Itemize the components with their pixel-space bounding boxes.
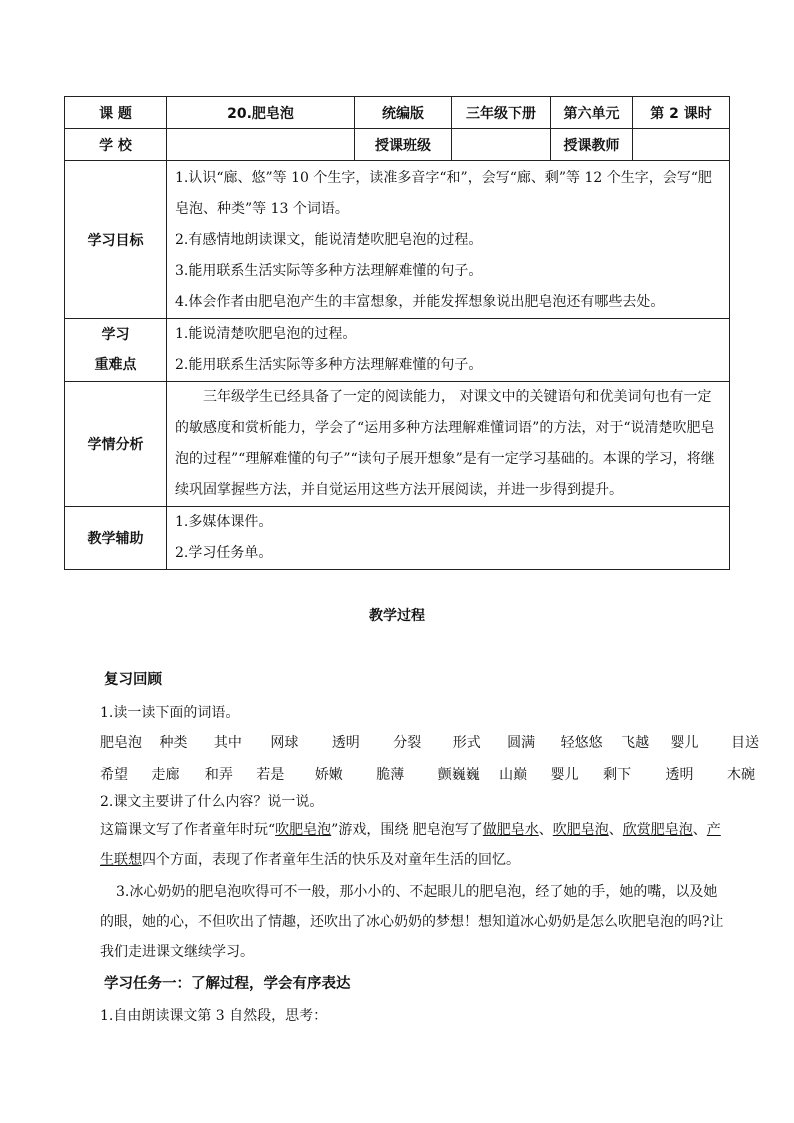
word-item: 透明 bbox=[331, 735, 360, 751]
class-value bbox=[452, 129, 551, 161]
table-row-header bbox=[65, 97, 730, 129]
word-item: 山巅 bbox=[499, 767, 528, 783]
goals-content bbox=[167, 161, 730, 319]
word-item: 希望 bbox=[100, 767, 128, 783]
word-item: 娇嫩 bbox=[314, 767, 343, 783]
word-item: 木碗 bbox=[726, 767, 755, 783]
table-row-key-points bbox=[65, 319, 730, 382]
word-item: 婴儿 bbox=[670, 735, 699, 751]
question-1: 1.读一读下面的词语。 bbox=[100, 705, 240, 721]
analysis-label: 学情分析 bbox=[65, 382, 167, 507]
summary-underline: 吹肥皂泡 bbox=[552, 822, 609, 838]
word-list-row-1 bbox=[100, 732, 759, 752]
process-title: 教学过程 bbox=[369, 608, 425, 624]
word-item: 其中 bbox=[213, 735, 242, 751]
lesson-label: 课 题 bbox=[65, 97, 167, 129]
table-row-aids bbox=[65, 507, 730, 570]
aid-item-2: 2.学习任务单。 bbox=[175, 545, 273, 561]
class-label: 授课班级 bbox=[355, 129, 452, 161]
word-item: 轻悠悠 bbox=[560, 735, 603, 751]
table-row-analysis bbox=[65, 382, 730, 507]
word-item: 若是 bbox=[256, 767, 285, 783]
word-item: 透明 bbox=[665, 767, 694, 783]
review-heading: 复习回顾 bbox=[104, 672, 162, 688]
word-item: 飞越 bbox=[621, 735, 650, 751]
word-item: 婴儿 bbox=[550, 767, 579, 783]
goals-label: 学习目标 bbox=[65, 161, 167, 319]
summary-paragraph bbox=[100, 815, 730, 875]
word-item: 网球 bbox=[270, 735, 299, 751]
key-item-2: 2.能用联系生活实际等多种方法理解难懂的句子。 bbox=[175, 357, 483, 373]
summary-text: 、 bbox=[538, 822, 553, 838]
goal-item-4: 4.体会作者由肥皂泡产生的丰富想象，并能发挥想象说出肥皂泡还有哪些去处。 bbox=[175, 294, 665, 310]
table-row-school bbox=[65, 129, 730, 161]
teacher-value bbox=[633, 129, 730, 161]
analysis-content: 三年级学生已经具备了一定的阅读能力， 对课文中的关键语句和优美词句也有一定的敏感度和赏析能力，学会了“运用多种方法理解难懂词语”的方法，对于“说清楚吹肥皂泡的过程”“理解难懂的句子”“读句子展开想象”是有一定学习基础的。本课的学习，将继续巩固掌握些方法，并自觉运用这些方法开展阅读，并进一步得到提升。 bbox=[167, 382, 730, 507]
lesson-plan-table bbox=[64, 96, 730, 570]
word-item: 分裂 bbox=[393, 735, 422, 751]
task1-question-1: 1.自由朗读课文第 3 自然段，思考： bbox=[100, 1008, 328, 1024]
goal-item-1: 1.认识“廊、悠”等 10 个生字，读准多音字“和”，会写“廊、剩”等 12 个生字，会写“肥皂泡、种类”等 13 个词语。 bbox=[175, 170, 712, 217]
teacher-label: 授课教师 bbox=[551, 129, 633, 161]
word-item: 颤巍巍 bbox=[437, 767, 480, 783]
summary-text: 这篇课文写了作者童年时玩“ bbox=[100, 822, 276, 838]
aids-label: 教学辅助 bbox=[65, 507, 167, 570]
key-label-line1: 学习 bbox=[101, 327, 130, 343]
goal-item-2: 2.有感情地朗读课文，能说清楚吹肥皂泡的过程。 bbox=[175, 232, 483, 248]
summary-text: 、 bbox=[692, 822, 707, 838]
summary-underline: 吹肥皂泡 bbox=[275, 822, 332, 838]
question-2: 2.课文主要讲了什么内容？说一说。 bbox=[100, 794, 324, 810]
word-item: 形式 bbox=[452, 735, 481, 751]
question-3: 3.冰心奶奶的肥皂泡吹得可不一般，那小小的、不起眼儿的肥皂泡，经了她的手，她的嘴，以及她的眼，她的心，不但吹出了情趣，还吹出了冰心奶奶的梦想！想知道冰心奶奶是怎么吹肥皂泡的吗?让我们走进课文继续学习。 bbox=[100, 884, 724, 960]
unit: 第六单元 bbox=[551, 97, 633, 129]
table-row-goals bbox=[65, 161, 730, 319]
aid-item-1: 1.多媒体课件。 bbox=[175, 514, 273, 530]
edition: 统编版 bbox=[355, 97, 452, 129]
task1-heading: 学习任务一：了解过程，学会有序表达 bbox=[104, 976, 351, 992]
key-item-1: 1.能说清楚吹肥皂泡的过程。 bbox=[175, 326, 357, 342]
summary-text: 四个方面，表现了作者童年生活的快乐及对童年生活的回忆。 bbox=[142, 852, 520, 868]
summary-underline: 做肥皂水 bbox=[482, 822, 539, 838]
key-points-content bbox=[167, 319, 730, 382]
word-item: 和弄 bbox=[204, 767, 233, 783]
aids-content bbox=[167, 507, 730, 570]
word-item: 圆满 bbox=[507, 735, 536, 751]
word-item: 肥皂泡 bbox=[100, 735, 142, 751]
word-item: 走廊 bbox=[151, 767, 180, 783]
grade: 三年级下册 bbox=[452, 97, 551, 129]
school-label: 学 校 bbox=[65, 129, 167, 161]
word-item: 目送 bbox=[730, 735, 759, 751]
key-label-line2: 重难点 bbox=[94, 357, 137, 373]
key-points-label bbox=[65, 319, 167, 382]
word-item: 脆薄 bbox=[376, 767, 405, 783]
summary-text: 、 bbox=[608, 822, 623, 838]
school-value bbox=[167, 129, 355, 161]
period: 第 2 课时 bbox=[633, 97, 730, 129]
goal-item-3: 3.能用联系生活实际等多种方法理解难懂的句子。 bbox=[175, 263, 483, 279]
summary-underline: 产生联想 bbox=[100, 822, 721, 868]
word-list-row-2 bbox=[100, 764, 755, 784]
word-item: 种类 bbox=[159, 735, 188, 751]
word-item: 剩下 bbox=[603, 767, 632, 783]
summary-text: ”游戏，围绕 肥皂泡写了 bbox=[331, 822, 483, 838]
lesson-title: 20.肥皂泡 bbox=[167, 97, 355, 129]
summary-underline: 欣赏肥皂泡 bbox=[622, 822, 693, 838]
